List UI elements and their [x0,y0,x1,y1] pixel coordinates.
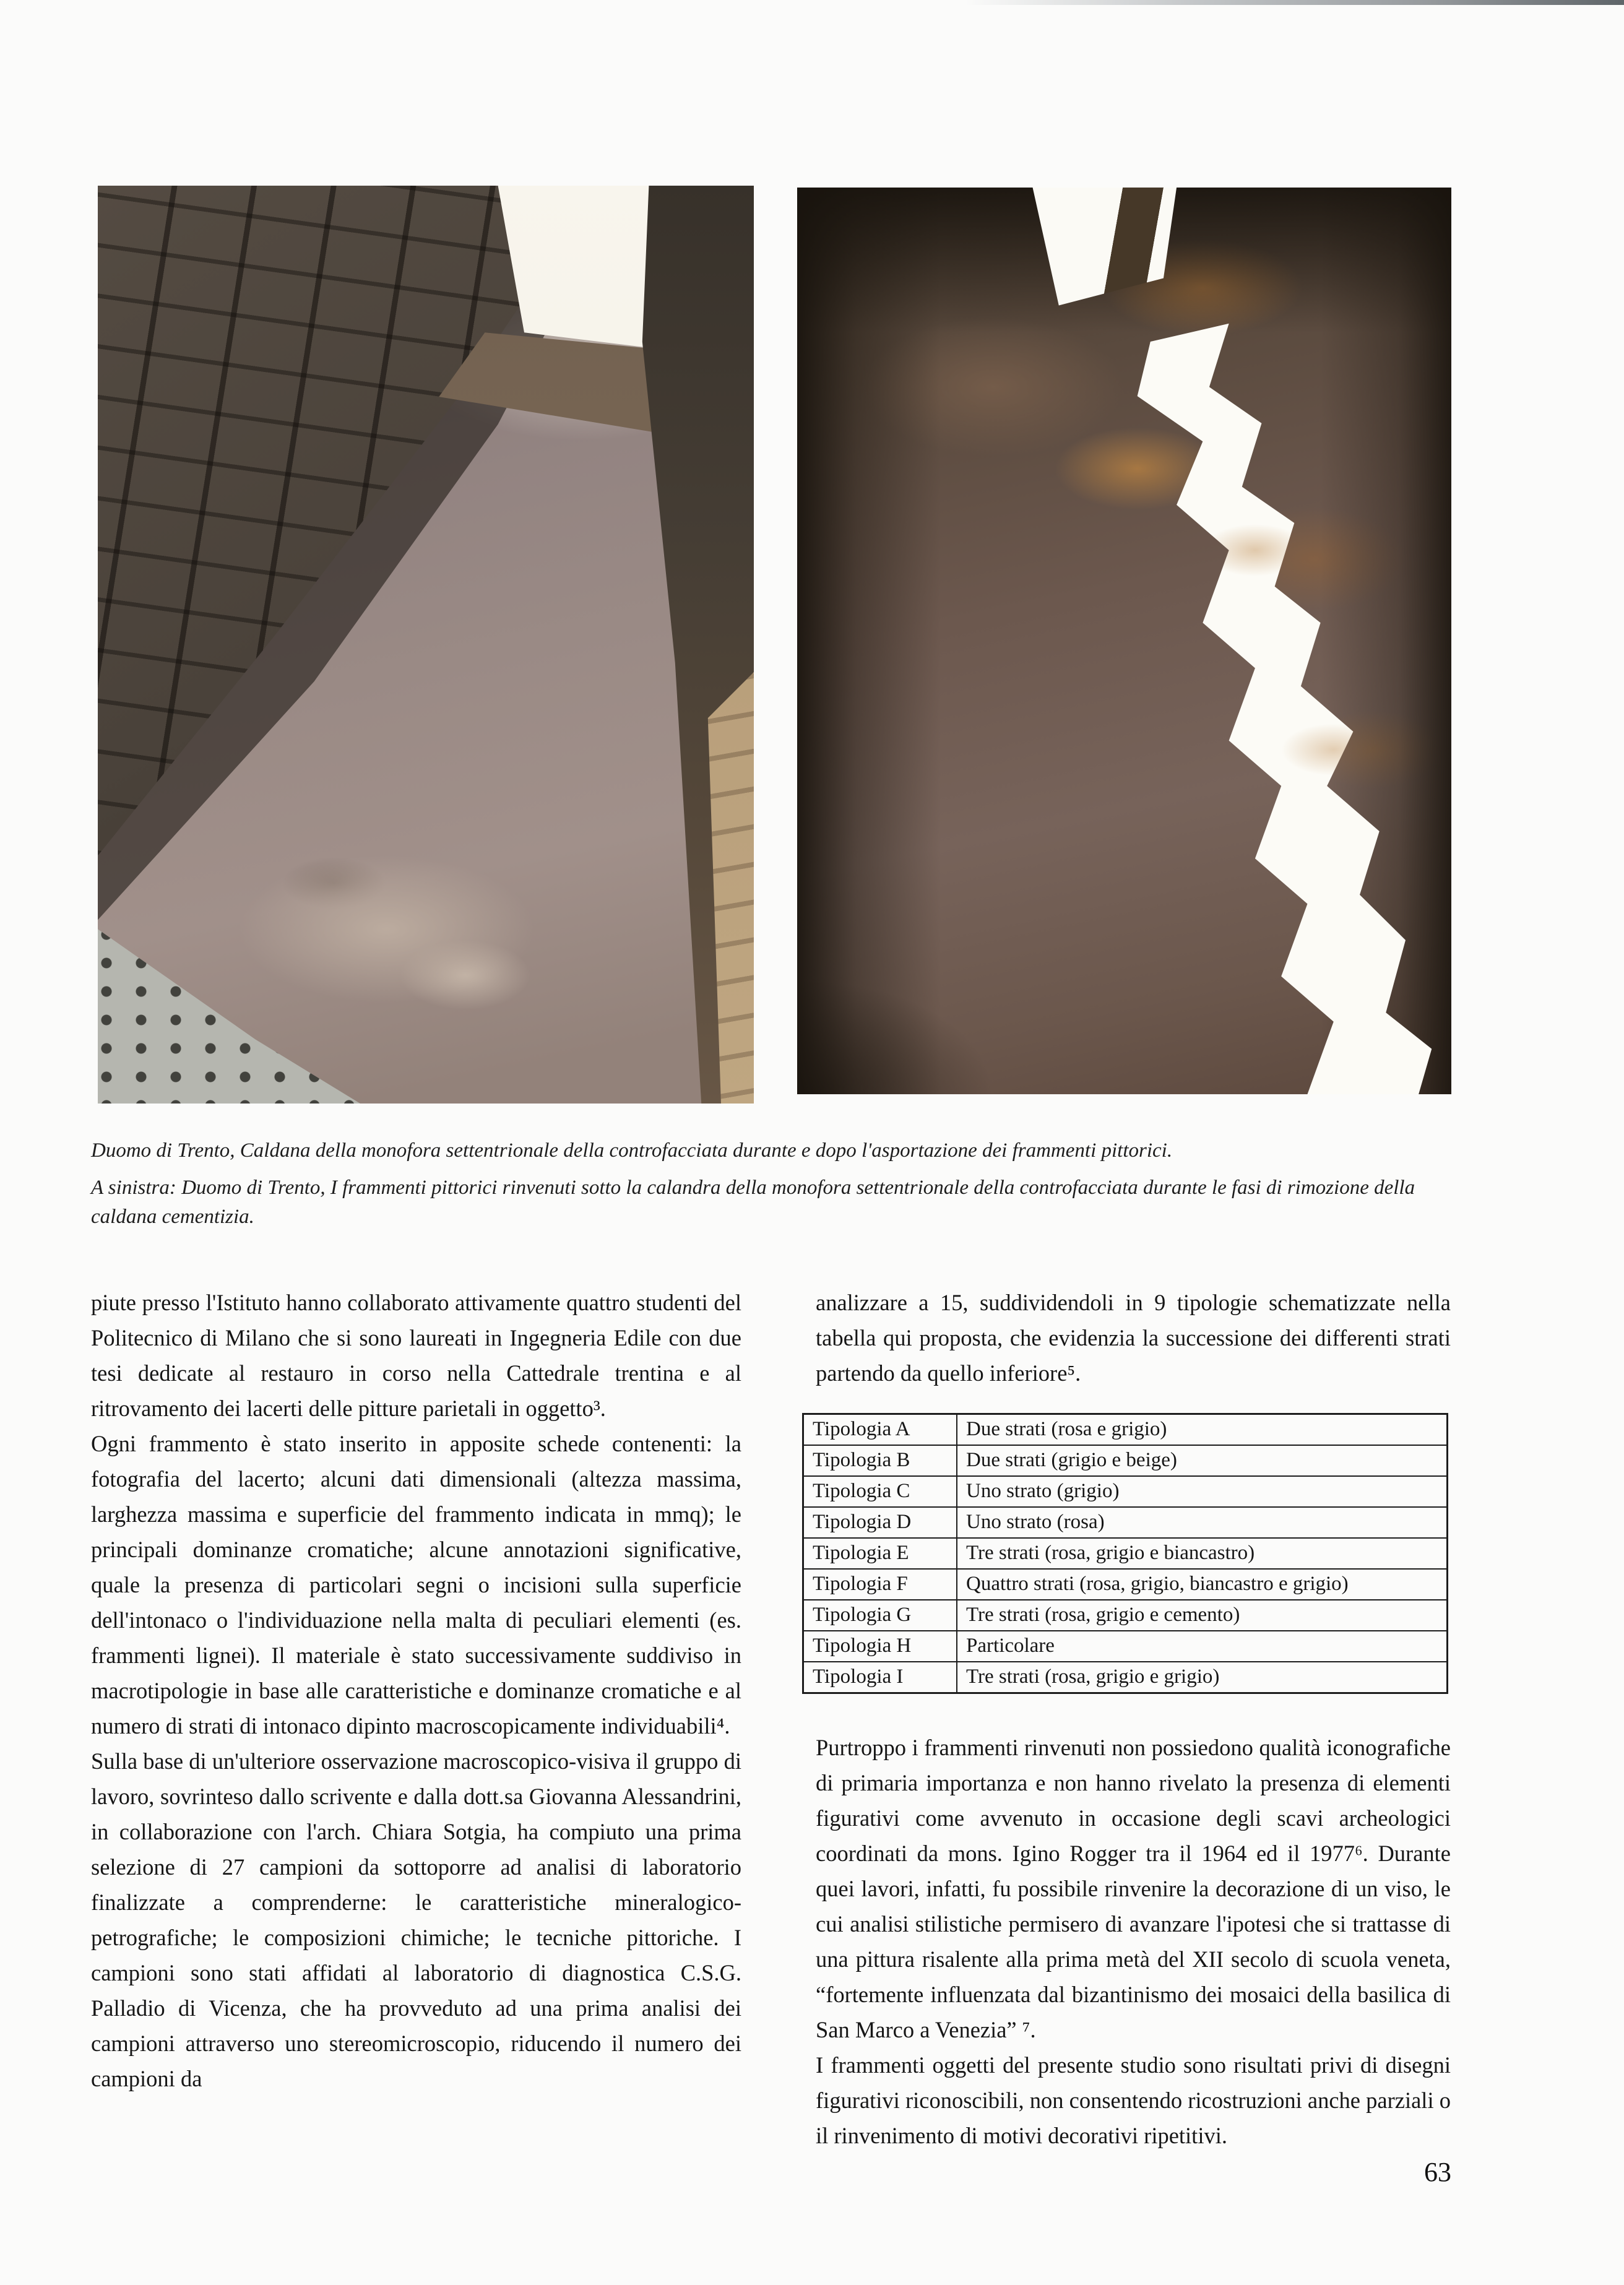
table-row [803,1662,1448,1693]
table-cell-descrizione: Tre strati (rosa, grigio e grigio) [957,1662,1448,1693]
table-cell-tipologia: Tipologia D [803,1507,957,1538]
photo-left [98,186,754,1104]
right-column [813,1285,1451,2153]
table-cell-descrizione: Uno strato (rosa) [957,1507,1448,1538]
table-row [803,1631,1448,1662]
table-cell-descrizione: Particolare [957,1631,1448,1662]
table-row [803,1445,1448,1476]
table-cell-descrizione: Due strati (rosa e grigio) [957,1414,1448,1446]
photo-caption-left: A sinistra: Duomo di Trento, I frammenti pittorici rinvenuti sotto la calandra della monofora settentrionale della controfacciata durante le fasi di rimozione della caldana cementizia. [91,1177,1415,1228]
table-cell-descrizione: Tre strati (rosa, grigio e cemento) [957,1600,1448,1631]
page-number: 63 [1424,2157,1451,2187]
table-row [803,1507,1448,1538]
table-cell-tipologia: Tipologia H [803,1631,957,1662]
photo-right [797,188,1451,1094]
table-row [803,1538,1448,1569]
paragraph-left-3: Sulla base di un'ulteriore osservazione macroscopico-visiva il gruppo di lavoro, sovrinteso dallo scrivente e dalla dott.sa Giovanna Alessandrini, in collaborazione con l'arch. Chiara Sotgia, ha compiuto una prima selezione di 27 campioni da sottoporre ad analisi di laboratorio finalizzate a comprenderne: le caratteristiche mineralogico-petrografiche; le composizioni chimiche; le tecniche pittoriche. I campioni sono stati affidati al laboratorio di diagnostica C.S.G. Palladio di Vicenza, che ha provveduto ad una prima analisi dei campioni attraverso uno stereomicroscopio, riducendo il numero dei campioni da [91,1748,741,2091]
table-cell-descrizione: Uno strato (grigio) [957,1476,1448,1507]
table-cell-tipologia: Tipologia A [803,1414,957,1446]
left-column [91,1285,741,2096]
photo-caption-main: Duomo di Trento, Caldana della monofora settentrionale della controfacciata durante e dopo l'asportazione dei frammenti pittorici. [91,1139,1173,1162]
table-cell-tipologia: Tipologia E [803,1538,957,1569]
paragraph-right-intro: analizzare a 15, suddividendoli in 9 tipologie schematizzate nella tabella qui proposta, che evidenzia la successione dei differenti strati partendo da quello inferiore⁵. [816,1290,1451,1386]
table-row [803,1476,1448,1507]
table-cell-tipologia: Tipologia G [803,1600,957,1631]
scan-artifact-strip [965,0,1624,5]
paragraph-left-1: piute presso l'Istituto hanno collaborato attivamente quattro studenti del Politecnico di Milano che si sono laureati in Ingegneria Edile con due tesi dedicate al restauro in corso nella Cattedrale trentina e al ritrovamento dei lacerti delle pitture parietali in oggetto³. [91,1290,741,1421]
paragraph-right-1: Purtroppo i frammenti rinvenuti non possiedono qualità iconografiche di primaria importanza e non hanno rivelato la presenza di elementi figurativi come avvenuto in occasione degli scavi archeologici coordinati da mons. Igino Rogger tra il 1964 ed il 1977⁶. Durante quei lavori, infatti, fu possibile rinvenire la decorazione di un viso, le cui analisi stilistiche permisero di avanzare l'ipotesi che si trattasse di una pittura risalente alla prima metà del XII secolo di scuola veneta, “fortemente influenzata dal bizantinismo dei mosaici della basilica di San Marco a Venezia” ⁷. [816,1735,1451,2042]
table-row [803,1569,1448,1600]
table-cell-tipologia: Tipologia B [803,1445,957,1476]
table-cell-descrizione: Tre strati (rosa, grigio e biancastro) [957,1538,1448,1569]
table-cell-tipologia: Tipologia I [803,1662,957,1693]
paragraph-left-2: Ogni frammento è stato inserito in apposite schede contenenti: la fotografia del lacerto; alcuni dati dimensionali (altezza massima, larghezza massima e superficie del frammento indicata in mmq); le principali dominanze cromatiche; alcune annotazioni significative, quale la presenza di particolari segni o incisioni sulla superficie dell'intonaco o l'individuazione nella malta di peculiari elementi (es. frammenti lignei). Il materiale è stato successivamente suddiviso in macrotipologie in base alle caratteristiche e dominanze cromatiche e al numero di strati di intonaco dipinto macroscopicamente individuabili⁴. [91,1431,741,1739]
table-cell-tipologia: Tipologia F [803,1569,957,1600]
tipologie-table [802,1413,1448,1694]
table-cell-descrizione: Quattro strati (rosa, grigio, biancastro e grigio) [957,1569,1448,1600]
paragraph-right-2: I frammenti oggetti del presente studio sono risultati privi di disegni figurativi riconoscibili, non consentendo ricostruzioni anche parziali o il rinvenimento di motivi decorativi ripetitivi. [816,2052,1451,2148]
table-cell-descrizione: Due strati (grigio e beige) [957,1445,1448,1476]
table-row [803,1600,1448,1631]
table-cell-tipologia: Tipologia C [803,1476,957,1507]
table-row [803,1414,1448,1446]
